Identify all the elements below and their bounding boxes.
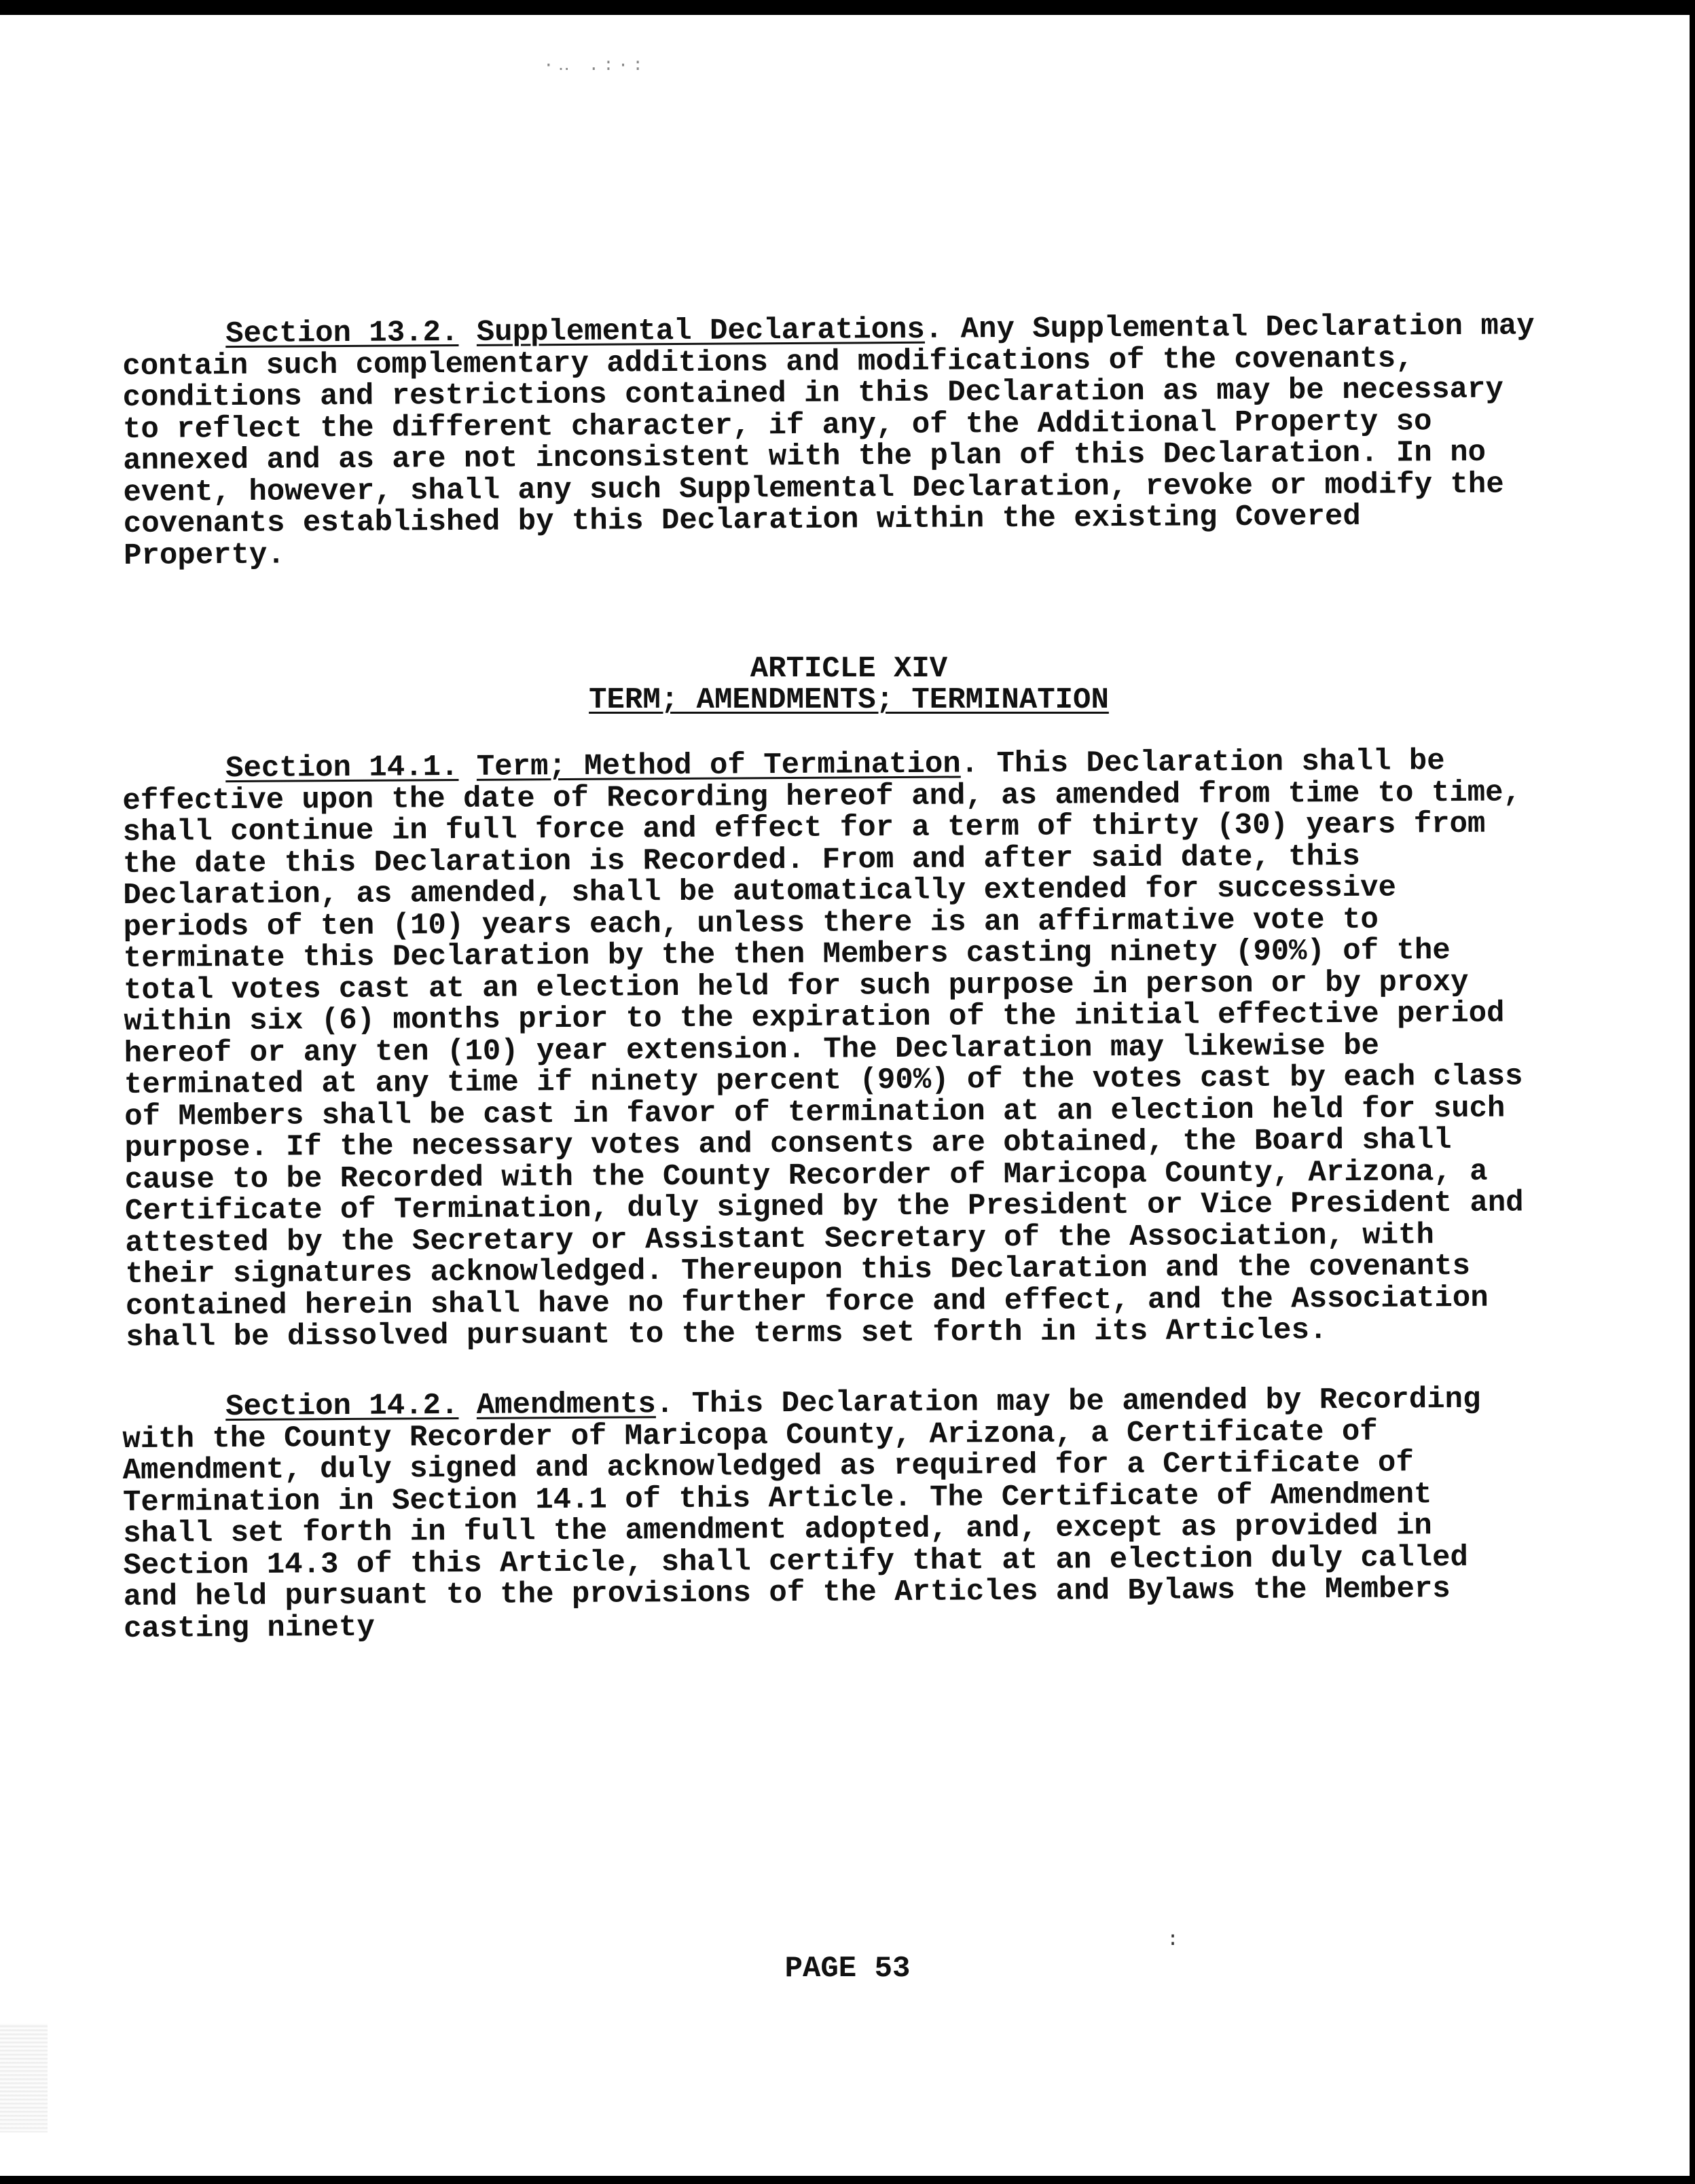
scan-speck: ·‥ .:·: [543,55,647,75]
section-13-2 [122,310,1536,572]
article-header [122,653,1535,716]
section-14-1 [122,745,1538,1353]
document-page [122,309,1535,1645]
page-number: PAGE 53 [784,1952,911,1986]
section-14-1-title: Term; Method of Termination [476,747,961,784]
section-14-2-heading: Section 14.2. [225,1388,459,1424]
section-14-2-body: . This Declaration may be amended by Recording with the County Recorder of Maricopa County, Arizona, a Certificate of Amendment, duly signed and acknowledged as required for a Certificate of Termination in Section 14.1 of this Article. The Certificate of Amendment shall set forth in full the amendment adopted, and, except as provided in Section 14.3 of this Article, shall certify that at an election duly called and held pursuant to the provisions of the Articles and Bylaws the Members casting ninety [122,1382,1481,1645]
section-14-2-title: Amendments [476,1387,656,1423]
section-13-2-body: . Any Supplemental Declaration may contain such complementary additions and modifications of the covenants, conditions and restrictions contained in this Declaration as may be necessary to reflect the different character, if any, of the Additional Property so annexed and as are not inconsistent with the plan of this Declaration. In no event, however, shall any such Supplemental Declaration, revoke or modify the covenants established by this Declaration within the existing Covered Property. [122,309,1535,573]
section-14-1-heading: Section 14.1. [225,750,459,786]
article-number: ARTICLE XIV [750,652,948,686]
scan-edge-noise [0,2024,48,2132]
article-title: TERM; AMENDMENTS; TERMINATION [589,683,1109,717]
scan-tick-mark: : [1167,1929,1180,1952]
section-13-2-title: Supplemental Declarations [476,312,926,350]
section-13-2-heading: Section 13.2. [225,315,459,352]
section-14-2 [122,1383,1536,1645]
section-14-1-body: . This Declaration shall be effective upon the date of Recording hereof and, as amended from time to time, shall continue in full force and effect for a term of thirty (30) years from the date this Declaration is Recorded. From and after said date, this Declaration, as amended, shall be automatically extended for successive periods of ten (10) years each, unless there is an affirmative vote to terminate this Declaration by the then Members casting ninety (90%) of the total votes cast at an election held for such purpose in person or by proxy within six (6) months prior to the expiration of the initial effective period hereof or any ten (10) year extension. The Declaration may likewise be terminated at any time if ninety percent (90%) of the votes cast by each class of Members shall be cast in favor of termination at an election held for such purpose. If the necessary votes and consents are obtained, the Board shall cause to be Recorded with the County Recorder of Maricopa County, Arizona, a Certificate of Termination, duly signed by the President or Vice President and attested by the Secretary or Assistant Secretary of the Association, with their signatures acknowledged. Thereupon this Declaration and the covenants contained herein shall have no further force and effect, and the Association shall be dissolved pursuant to the terms set forth in its Articles. [122,744,1524,1355]
scan-corner-mark: ▾ [126,1,136,18]
